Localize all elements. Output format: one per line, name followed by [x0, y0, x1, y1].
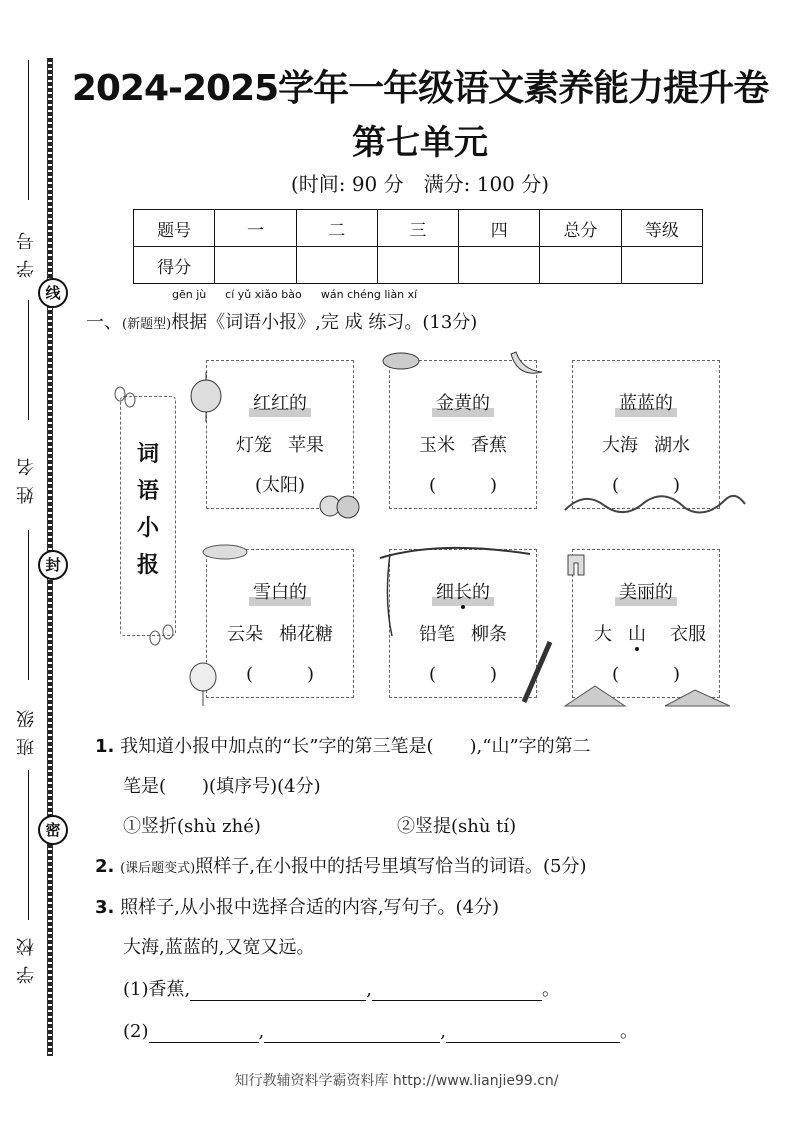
- score-cell: 四: [459, 210, 540, 247]
- score-row-label: 得分: [134, 247, 215, 284]
- score-input-cell[interactable]: [296, 247, 377, 284]
- score-input-cell[interactable]: [215, 247, 296, 284]
- word-card-white: [206, 549, 354, 698]
- new-question-tag: (新题型): [122, 317, 172, 332]
- margin-fill-line: [28, 60, 29, 200]
- score-cell: 二: [296, 210, 377, 247]
- question-1: [95, 732, 591, 758]
- card-heading: 细长的: [432, 578, 494, 606]
- card-word: 玉米: [419, 435, 455, 456]
- mountains-icon: [565, 680, 735, 708]
- score-input-cell[interactable]: [621, 247, 702, 284]
- score-table: [133, 209, 703, 284]
- card-word: 云朵: [227, 624, 263, 645]
- card-word: 大 山: [594, 624, 646, 645]
- lantern-icon: [188, 372, 224, 422]
- answer-line[interactable]: [264, 1024, 440, 1043]
- time-info: (时间: 90 分 满分: 100 分): [290, 172, 550, 196]
- question-tag: (课后题变式): [120, 861, 196, 876]
- banner-char: 词: [136, 442, 159, 467]
- question-1-option-1: ①竖折(shù zhé): [123, 816, 261, 837]
- card-answer-blank[interactable]: ( ): [245, 664, 315, 685]
- corn-icon: [381, 350, 421, 372]
- waves-icon: [565, 480, 745, 520]
- answer-line[interactable]: [372, 982, 542, 1001]
- question-3: [95, 893, 499, 919]
- score-cell: 等级: [621, 210, 702, 247]
- cotton-candy-icon: [188, 662, 218, 706]
- section-heading: [86, 288, 478, 334]
- answer-line[interactable]: [149, 1024, 259, 1043]
- seal-secret: 密: [38, 815, 68, 845]
- card-word: 铅笔: [419, 624, 455, 645]
- question-3-item-1: (1)香蕉, , 。: [123, 979, 560, 1000]
- score-input-cell[interactable]: [459, 247, 540, 284]
- card-heading: 金黄的: [432, 389, 494, 417]
- pencil-icon: [520, 640, 554, 706]
- card-answer-blank[interactable]: ( ): [611, 664, 681, 685]
- answer-line[interactable]: [190, 982, 366, 1001]
- score-cell: 一: [215, 210, 296, 247]
- card-heading: 红红的: [249, 389, 311, 417]
- bracket-close: 》,: [297, 312, 321, 333]
- question-1-line2: 笔是( )(填序号)(4分): [123, 776, 321, 797]
- willow-branch-icon: [380, 540, 540, 640]
- score-table-header-row: [134, 210, 703, 247]
- section-points: 。(13分): [404, 312, 478, 333]
- card-word: 棉花糖: [279, 624, 333, 645]
- card-heading: 蓝蓝的: [615, 389, 677, 417]
- question-3-example: 大海,蓝蓝的,又宽又远。: [123, 937, 315, 958]
- word-card-golden: [389, 360, 537, 509]
- score-input-cell[interactable]: [377, 247, 458, 284]
- class-label: 班级: [16, 700, 37, 756]
- question-2: [95, 852, 586, 878]
- page-title: 2024-2025学年一年级语文素养能力提升卷: [71, 68, 769, 109]
- ruby-word: gēn jù 根据: [171, 288, 208, 333]
- clothes-icon: [566, 553, 586, 577]
- card-word: 苹果: [288, 435, 324, 456]
- footprints-icon: [110, 386, 190, 646]
- ruby-word: cí yǔ xiǎo bào 词语小报: [225, 288, 302, 333]
- name-label: 姓名: [16, 448, 37, 504]
- question-text: 我知道小报中加点的“长”字的第三笔是( ),“山”字的第二: [120, 736, 591, 757]
- margin-fill-line: [28, 770, 29, 920]
- question-number: 1.: [95, 736, 115, 757]
- dotted-char: 长: [454, 582, 472, 603]
- margin-fill-line: [28, 530, 29, 680]
- score-cell: 题号: [134, 210, 215, 247]
- banner-char: 小: [136, 516, 159, 541]
- card-heading: 美丽的: [615, 578, 677, 606]
- student-id-label: 学号: [16, 222, 37, 278]
- question-text: 照样子,从小报中选择合适的内容,写句子。(4分): [120, 897, 500, 918]
- card-word: 湖水: [654, 435, 690, 456]
- seal-seal: 封: [38, 550, 68, 580]
- section-number: 一、: [86, 312, 122, 333]
- card-answer-blank[interactable]: ( ): [611, 475, 681, 496]
- card-answer: (太阳): [254, 475, 306, 496]
- cloud-icon: [200, 542, 250, 562]
- card-heading: 雪白的: [249, 578, 311, 606]
- score-table-score-row: [134, 247, 703, 284]
- card-word: 灯笼: [236, 435, 272, 456]
- banner-char: 语: [136, 479, 159, 504]
- question-1-option-2: ②竖提(shù tí): [397, 816, 517, 837]
- card-answer-blank[interactable]: ( ): [428, 475, 498, 496]
- word-card-red: [206, 360, 354, 509]
- card-word: 柳条: [471, 624, 507, 645]
- school-label: 学校: [16, 928, 37, 984]
- card-word: 香蕉: [471, 435, 507, 456]
- footer-watermark: 知行教辅资料学霸资料库 http://www.lianjie99.cn/: [234, 1073, 559, 1089]
- dotted-char: 山: [628, 624, 646, 645]
- answer-line[interactable]: [446, 1024, 620, 1043]
- card-word: 大海: [602, 435, 638, 456]
- question-text: 照样子,在小报中的括号里填写恰当的词语。(5分): [195, 856, 587, 877]
- page-subtitle: 第七单元: [352, 123, 488, 163]
- bracket-open: 《: [207, 312, 226, 333]
- word-card-beautiful: [572, 549, 720, 698]
- banner-char: 报: [136, 553, 159, 578]
- question-number: 3.: [95, 897, 115, 918]
- score-cell: 三: [377, 210, 458, 247]
- score-input-cell[interactable]: [540, 247, 621, 284]
- score-cell: 总分: [540, 210, 621, 247]
- card-answer-blank[interactable]: ( ): [428, 664, 498, 685]
- apples-icon: [318, 490, 362, 520]
- ruby-word: wán chéng liàn xí 完 成 练习: [320, 288, 418, 333]
- banana-icon: [508, 348, 544, 382]
- question-number: 2.: [95, 856, 115, 877]
- seal-line: 线: [38, 278, 68, 308]
- question-3-item-2: (2) , , 。: [123, 1021, 638, 1042]
- margin-fill-line: [28, 300, 29, 420]
- card-word: 衣服: [670, 624, 706, 645]
